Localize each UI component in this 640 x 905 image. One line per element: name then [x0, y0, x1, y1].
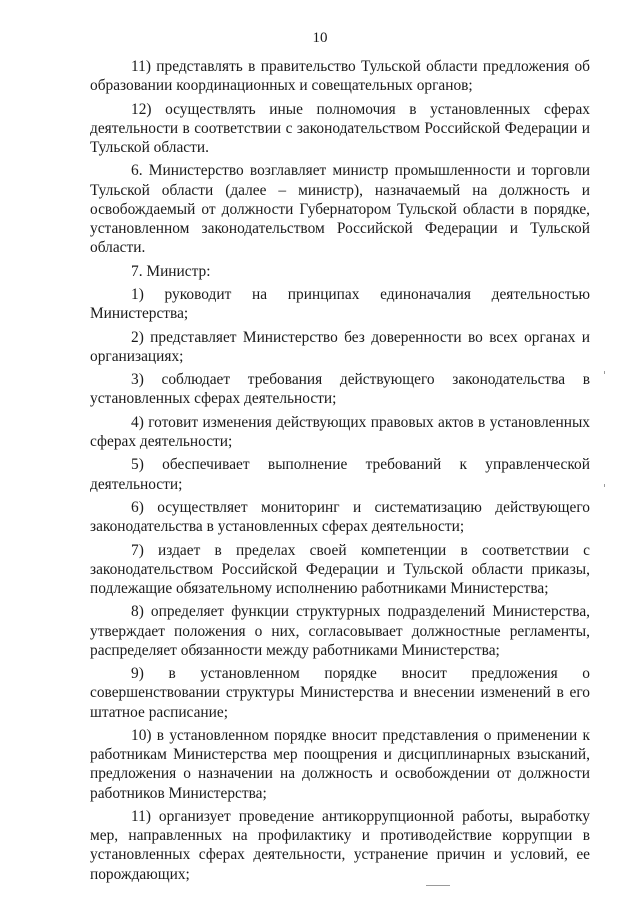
paragraph: 2) представляет Министерство без доверенности во всех органах и организациях; — [90, 328, 590, 365]
paragraph: 3) соблюдает требования действующего законодательства в установленных сферах деятельности; — [90, 371, 590, 408]
paragraph: 1) руководит на принципах единоначалия деятельностью Министерства; — [90, 285, 590, 323]
scan-mark — [604, 484, 605, 487]
paragraph: 12) осуществлять иные полномочия в установленных сферах деятельности в соответствии с законодательством Российской Федерации и Тульской области. — [90, 100, 590, 156]
scan-mark — [426, 885, 450, 886]
paragraph: 10) в установленном порядке вносит представления о применении к работникам Министерства мер поощрения и дисциплинарных взысканий, предложения о назначении на должность и освобождении от должности работников Министерства; — [90, 726, 590, 802]
paragraph: 7. Министр: — [131, 262, 211, 280]
document-body — [90, 57, 590, 888]
paragraph: 11) представлять в правительство Тульской области предложения об образовании координационных и совещательных органов; — [90, 58, 590, 95]
paragraph: 8) определяет функции структурных подразделений Министерства, утверждает положения о них, согласовывает должностные регламенты, распределяет обязанности между работниками Министерства; — [90, 603, 590, 659]
paragraph: 5) обеспечивает выполнение требований к управленческой деятельности; — [90, 456, 590, 493]
page-number: 10 — [312, 30, 328, 46]
paragraph: 7) издает в пределах своей компетенции в соответствии с законодательством Российской Федерации и Тульской области приказы, подлежащие обязательному исполнению работниками Министерства; — [90, 541, 590, 597]
paragraph: 9) в установленном порядке вносит предложения о совершенствовании структуры Министерства и внесении изменений в его штатное расписание; — [90, 665, 590, 721]
paragraph: 6) осуществляет мониторинг и систематизацию действующего законодательства в установленных сферах деятельности; — [90, 498, 590, 536]
paragraph: 11) организует проведение антикоррупционной работы, выработку мер, направленных на профилактику и противодействие коррупции в установленных сферах деятельности, устранение причин и условий, ее порождающих; — [90, 807, 590, 883]
paragraph: 4) готовит изменения действующих правовых актов в установленных сферах деятельности; — [90, 413, 590, 450]
scan-mark — [604, 371, 605, 374]
paragraph: 6. Министерство возглавляет министр промышленности и торговли Тульской области (далее – министр), назначаемый на должность и освобождаемый от должности Губернатором Тульской области в порядке, установленном законодательством Российской Федерации и Тульской области. — [90, 162, 590, 257]
